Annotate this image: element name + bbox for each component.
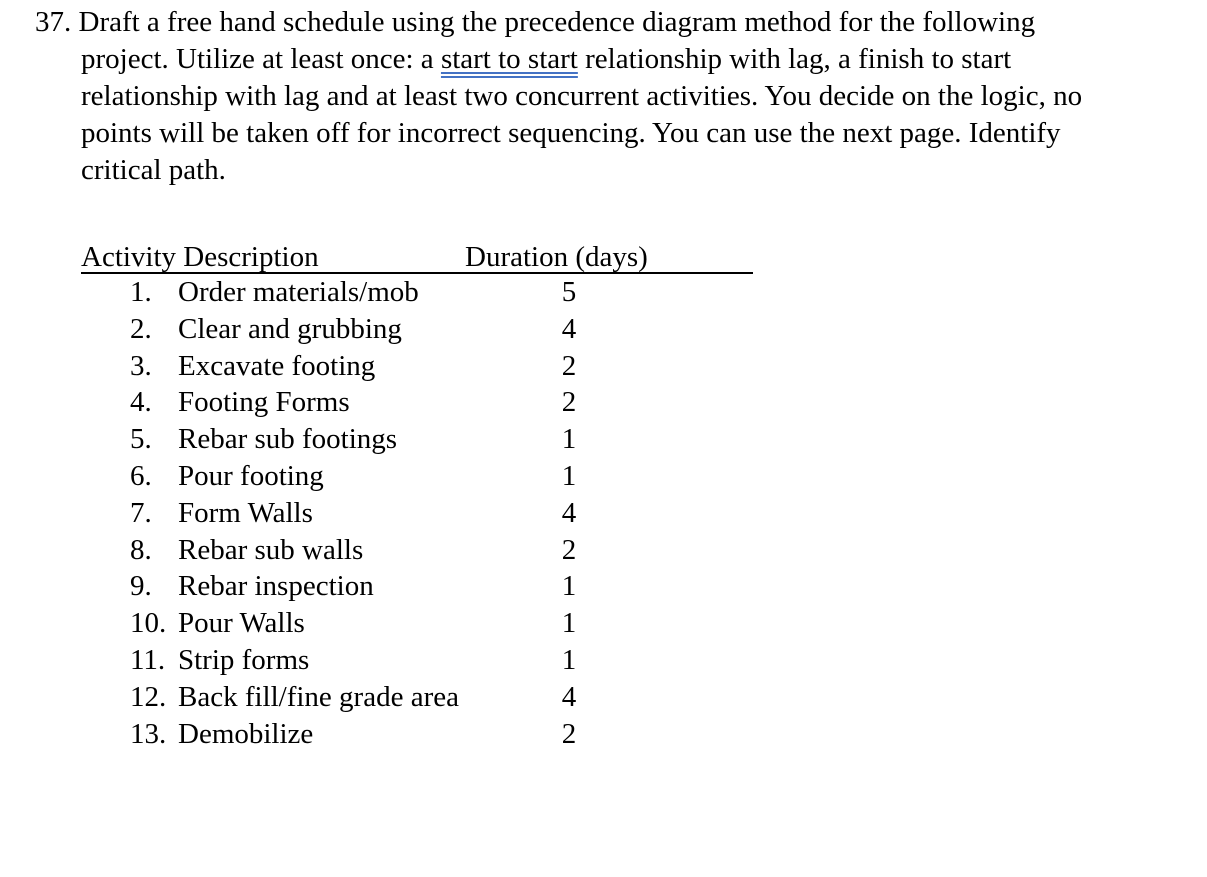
- activity-description: Rebar inspection: [178, 570, 374, 603]
- activity-description: Rebar sub walls: [178, 533, 364, 566]
- table-row: [81, 679, 753, 716]
- activity-description: Rebar sub footings: [178, 423, 398, 456]
- activity-duration: 1: [561, 459, 577, 492]
- activity-duration: 1: [561, 423, 577, 456]
- activity-duration: 1: [561, 607, 577, 640]
- question-text: [35, 4, 1195, 189]
- activity-description: Footing Forms: [178, 386, 350, 419]
- activity-number: 12.: [130, 680, 167, 713]
- activity-number: 6.: [130, 459, 152, 492]
- activity-number: 2.: [130, 312, 152, 345]
- activity-description: Form Walls: [178, 496, 313, 529]
- activity-duration: 2: [561, 386, 577, 419]
- header-activity-description: Activity Description: [81, 241, 319, 273]
- table-row: [81, 384, 753, 421]
- table-row: [81, 274, 753, 311]
- start-to-start-link[interactable]: start to start: [440, 43, 578, 75]
- activity-number: 11.: [130, 643, 166, 676]
- activity-description: Back fill/fine grade area: [178, 680, 459, 713]
- activity-number: 8.: [130, 533, 152, 566]
- table-row: [81, 568, 753, 605]
- table-row: [81, 311, 753, 348]
- table-header: [81, 240, 753, 274]
- activity-number: 9.: [130, 570, 152, 603]
- activity-duration: 2: [561, 349, 577, 382]
- activity-number: 3.: [130, 349, 152, 382]
- table-row: [81, 495, 753, 532]
- table-rows: [81, 274, 753, 752]
- activity-description: Order materials/mob: [178, 276, 419, 308]
- question-line-2-pre: project. Utilize at least once: a: [81, 43, 441, 75]
- activity-duration: 1: [561, 643, 577, 676]
- activity-duration: 4: [561, 680, 577, 713]
- table-row: [81, 605, 753, 642]
- question-line-4: points will be taken off for incorrect sequencing. You can use the next page. Identify: [81, 117, 1061, 149]
- activity-table: [81, 240, 753, 752]
- question-line-5: critical path.: [81, 154, 226, 186]
- activity-number: 13.: [130, 717, 167, 750]
- table-row: [81, 458, 753, 495]
- activity-duration: 1: [561, 570, 577, 603]
- table-row: [81, 642, 753, 679]
- activity-description: Clear and grubbing: [178, 312, 402, 345]
- activity-description: Pour footing: [178, 459, 324, 492]
- activity-duration: 4: [561, 312, 577, 345]
- activity-description: Strip forms: [178, 643, 310, 676]
- question-line-2: [35, 41, 1195, 78]
- activity-number: 7.: [130, 496, 152, 529]
- table-row: [81, 421, 753, 458]
- question-line-1: [35, 4, 1195, 41]
- activity-number: 4.: [130, 386, 152, 419]
- header-duration: Duration (days): [465, 241, 648, 273]
- question-line-1-text: Draft a free hand schedule using the precedence diagram method for the following: [78, 6, 1036, 38]
- activity-duration: 5: [561, 276, 577, 308]
- activity-duration: 2: [561, 717, 577, 750]
- question-line-2-post: relationship with lag, a finish to start: [577, 43, 1012, 75]
- activity-number: 5.: [130, 423, 152, 456]
- table-row: [81, 532, 753, 569]
- activity-duration: 4: [561, 496, 577, 529]
- activity-number: 10.: [130, 607, 167, 640]
- activity-description: Demobilize: [178, 717, 314, 750]
- table-row: [81, 716, 753, 753]
- question-line-3: relationship with lag and at least two concurrent activities. You decide on the logic, no: [81, 80, 1083, 112]
- activity-description: Pour Walls: [178, 607, 305, 640]
- table-row: [81, 348, 753, 385]
- activity-description: Excavate footing: [178, 349, 376, 382]
- activity-duration: 2: [561, 533, 577, 566]
- question-number: 37.: [35, 6, 72, 38]
- activity-number: 1.: [130, 276, 152, 308]
